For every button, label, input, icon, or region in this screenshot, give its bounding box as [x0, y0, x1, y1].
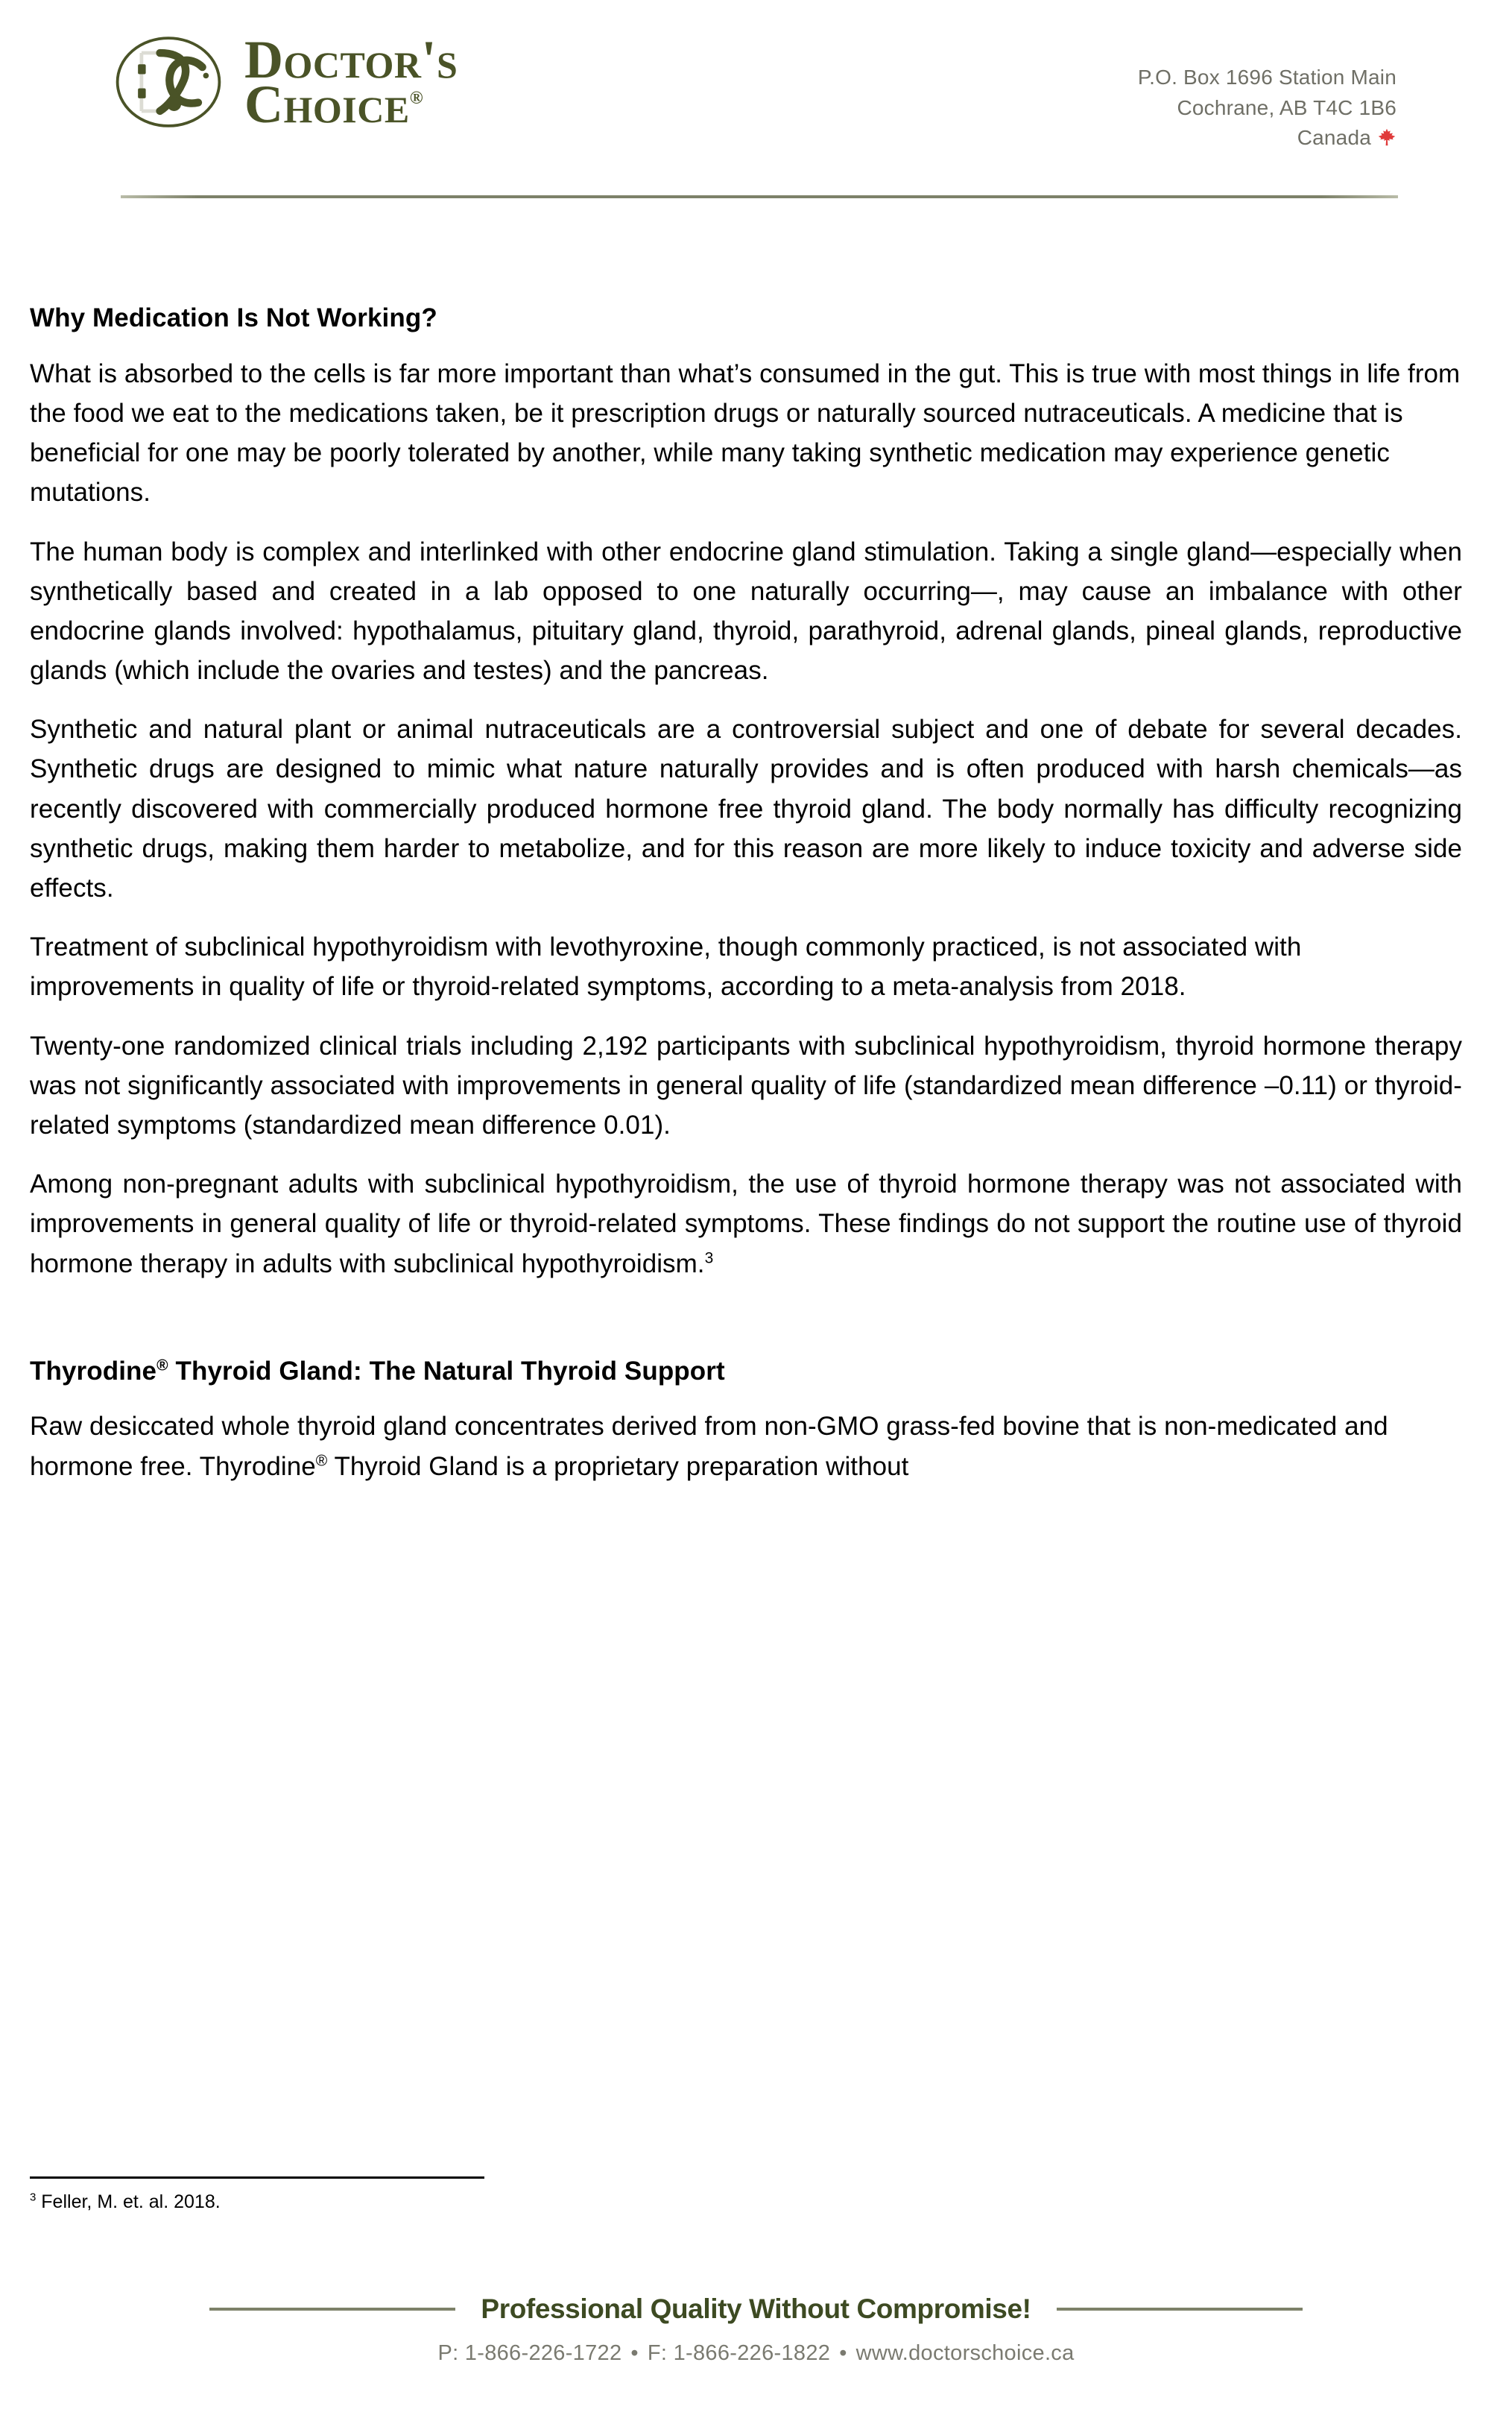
address-line-1: P.O. Box 1696 Station Main	[1137, 66, 1396, 89]
section-heading-why-medication: Why Medication Is Not Working?	[30, 303, 437, 332]
footer-separator-2: •	[839, 2341, 847, 2365]
brand-wordmark-line-2	[244, 75, 458, 134]
brand-logo-block	[112, 29, 458, 134]
doctors-choice-logo-icon	[112, 33, 225, 131]
address-country: Canada	[1297, 126, 1371, 150]
canada-maple-leaf-icon	[1377, 125, 1396, 156]
paragraph-thyrodine-description	[30, 1407, 1462, 1486]
document-body	[30, 302, 1462, 1506]
footnote-area	[30, 2176, 1073, 2215]
header-divider	[121, 195, 1398, 198]
heading-thyrodine-brand: Thyrodine	[30, 1356, 157, 1386]
paragraph-thyrodine-text-1: Raw desiccated whole thyroid gland concentrates derived from non-GMO grass-fed bovine that is non-medicated and hormone free. Thyrodine	[30, 1412, 1388, 1481]
paragraph-endocrine-system: The human body is complex and interlinked with other endocrine gland stimulation. Taking a single gland—especially when synthetically based and created in a lab opposed to one naturally occurring—, may cause an imbalance with other endocrine glands involved: hypothalamus, pituitary gland, thyroid, parathyroid, adrenal glands, pineal glands, reproductive glands (which include the ovaries and testes) and the pancreas.	[30, 537, 1462, 686]
footer-tagline-row	[0, 2293, 1512, 2325]
footnote-reference-3[interactable]: 3	[704, 1248, 714, 1266]
footer-phone: P: 1-866-226-1722	[437, 2341, 622, 2365]
heading-thyrodine-rest: Thyroid Gland: The Natural Thyroid Support	[168, 1356, 725, 1386]
paragraph-non-pregnant-adults	[30, 1164, 1462, 1284]
section-heading-thyrodine	[30, 1355, 1462, 1388]
footer-rule-right	[1057, 2308, 1303, 2311]
footnote-entry-3	[30, 2189, 1073, 2215]
footer-rule-left	[209, 2308, 455, 2311]
page-footer	[0, 2293, 1512, 2366]
footer-website-link[interactable]: www.doctorschoice.ca	[855, 2341, 1075, 2365]
paragraph-non-pregnant-adults-text: Among non-pregnant adults with subclinical hypothyroidism, the use of thyroid hormone therapy was not associated with improvements in general quality of life or thyroid-related symptoms. These findings do not support the routine use of thyroid hormone therapy in adults with subclinical hypothyroidism.	[30, 1169, 1462, 1278]
company-address	[1138, 63, 1396, 156]
footer-separator-1: •	[630, 2341, 639, 2365]
paragraph-levothyroxine-treatment: Treatment of subclinical hypothyroidism with levothyroxine, though commonly practiced, is not associated with improvements in quality of life or thyroid-related symptoms, according to a meta-analysis from 2018.	[30, 932, 1302, 1002]
registered-trademark-icon: ®	[156, 1357, 168, 1374]
page-header	[0, 0, 1512, 201]
paragraph-thyrodine-text-2: Thyroid Gland is a proprietary preparation without	[327, 1451, 909, 1481]
footnote-citation-text: Feller, M. et. al. 2018.	[36, 2191, 221, 2212]
footnote-marker-3: 3	[30, 2191, 37, 2204]
address-line-3	[1138, 123, 1396, 156]
paragraph-clinical-trials: Twenty-one randomized clinical trials including 2,192 participants with subclinical hypothyroidism, thyroid hormone therapy was not significantly associated with improvements in general quality of life (standardized mean difference –0.11) or thyroid-related symptoms (standardized mean difference 0.01).	[30, 1031, 1462, 1140]
footer-tagline: Professional Quality Without Compromise!	[481, 2293, 1031, 2324]
registered-trademark-icon: ®	[315, 1451, 328, 1469]
brand-wordmark-choice: Choice	[244, 75, 410, 134]
paragraph-synthetic-vs-natural: Synthetic and natural plant or animal nutraceuticals are a controversial subject and one of debate for several decades. Synthetic drugs are designed to mimic what nature naturally provides and is often produced with harsh chemicals—as recently discovered with commercially produced hormone free thyroid gland. The body normally has difficulty recognizing synthetic drugs, making them harder to metabolize, and for this reason are more likely to induce toxicity and adverse side effects.	[30, 715, 1462, 903]
footer-fax: F: 1-866-226-1822	[647, 2341, 831, 2365]
brand-wordmark	[244, 29, 458, 134]
footer-contact-line	[0, 2341, 1512, 2366]
brand-wordmark-line-1: Doctor's	[244, 29, 458, 89]
address-line-2: Cochrane, AB T4C 1B6	[1177, 95, 1396, 119]
paragraph-absorption: What is absorbed to the cells is far more important than what’s consumed in the gut. This is true with most things in life from the food we eat to the medications taken, be it prescription drugs or naturally sourced nutraceuticals. A medicine that is beneficial for one may be poorly tolerated by another, while many taking synthetic medication may experience genetic mutations.	[30, 359, 1461, 508]
footnote-separator	[30, 2176, 484, 2179]
registered-trademark-icon: ®	[409, 89, 424, 108]
